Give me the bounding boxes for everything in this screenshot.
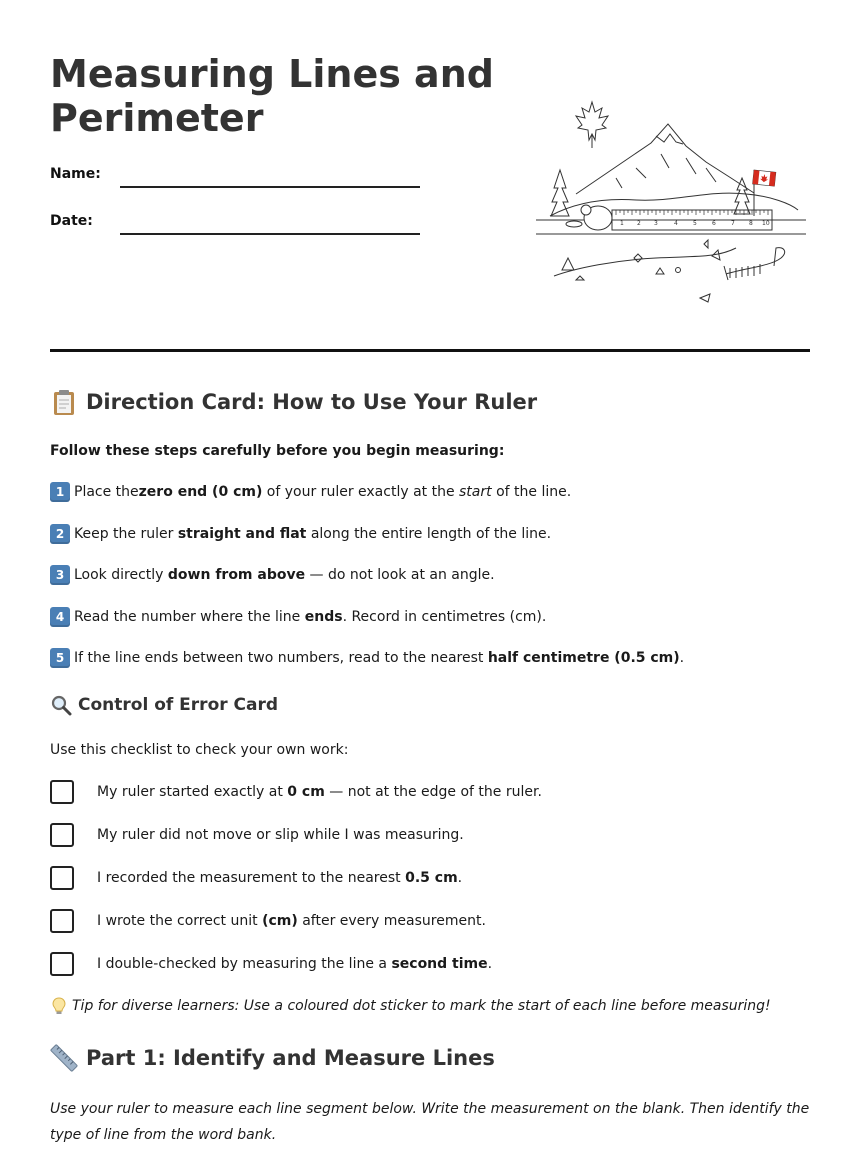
pine-tree-right-icon bbox=[734, 178, 750, 214]
date-label: Date: bbox=[50, 213, 93, 229]
checklist-item[interactable] bbox=[50, 952, 492, 976]
ruler-tick-label: 2 bbox=[637, 220, 641, 227]
title-line-2: Perimeter bbox=[50, 96, 264, 140]
step-text: . Record in centimetres (cm). bbox=[342, 609, 547, 625]
part1-description: Use your ruler to measure each line segment below. Write the measurement on the blank. Then identify the type of line from the word bank. bbox=[50, 1101, 810, 1143]
step-emphasis: half centimetre (0.5 cm) bbox=[487, 650, 680, 666]
step-text: If the line ends between two numbers, read to the nearest bbox=[74, 650, 488, 666]
checklist-text: I double-checked by measuring the line a bbox=[97, 956, 392, 972]
step-emphasis: down from above bbox=[167, 567, 306, 583]
worksheet-page bbox=[50, 0, 810, 1161]
checklist-text: . bbox=[487, 956, 493, 972]
magnifier-icon bbox=[50, 694, 72, 716]
step-text: Read the number where the line bbox=[74, 609, 305, 625]
direction-step bbox=[50, 523, 551, 545]
step-text: Keep the ruler bbox=[74, 526, 178, 542]
ruler-tick-label: 5 bbox=[693, 220, 697, 227]
checkbox[interactable] bbox=[50, 823, 74, 847]
step-text: — do not look at an angle. bbox=[305, 567, 495, 583]
name-field[interactable] bbox=[50, 166, 430, 196]
name-line[interactable] bbox=[120, 186, 420, 188]
control-card-intro: Use this checklist to check your own work: bbox=[50, 742, 349, 758]
checklist-item[interactable] bbox=[50, 909, 486, 933]
ruler-tick-label: 3 bbox=[654, 220, 658, 227]
mountain-icon bbox=[576, 124, 754, 194]
step-number-badge: 2 bbox=[50, 524, 70, 544]
checklist-emphasis: (cm) bbox=[262, 913, 298, 929]
clipboard-icon bbox=[50, 388, 78, 416]
step-text: Look directly bbox=[74, 567, 168, 583]
page-title bbox=[50, 52, 510, 140]
step-number-badge: 5 bbox=[50, 648, 70, 668]
ruler-tick-label: 6 bbox=[712, 220, 716, 227]
direction-step bbox=[50, 481, 571, 503]
lightbulb-icon bbox=[50, 996, 68, 1016]
part1-title: Part 1: Identify and Measure Lines bbox=[86, 1046, 495, 1070]
date-line[interactable] bbox=[120, 233, 420, 235]
learner-tip bbox=[50, 996, 771, 1016]
checklist-item[interactable] bbox=[50, 866, 462, 890]
checklist-item[interactable] bbox=[50, 823, 464, 847]
ruler-icon bbox=[50, 1044, 78, 1072]
step-text: of the line. bbox=[491, 484, 572, 500]
part1-heading bbox=[50, 1044, 495, 1072]
checklist-emphasis: second time bbox=[391, 956, 488, 972]
checkbox[interactable] bbox=[50, 952, 74, 976]
checklist-text: My ruler did not move or slip while I was measuring. bbox=[97, 827, 464, 843]
step-number-badge: 1 bbox=[50, 482, 70, 502]
step-number-badge: 3 bbox=[50, 565, 70, 585]
direction-step bbox=[50, 564, 495, 586]
tip-text: Tip for diverse learners: Use a coloured dot sticker to mark the start of each line before measuring! bbox=[72, 998, 771, 1014]
checkbox[interactable] bbox=[50, 780, 74, 804]
checklist-text: after every measurement. bbox=[297, 913, 486, 929]
checklist-emphasis: 0 cm bbox=[287, 784, 325, 800]
checklist-text: I recorded the measurement to the nearest bbox=[97, 870, 406, 886]
checklist-text: I wrote the correct unit bbox=[97, 913, 263, 929]
step-text: Place the bbox=[74, 484, 139, 500]
canada-measuring-illustration bbox=[536, 98, 806, 310]
maple-leaf-icon bbox=[576, 102, 608, 148]
direction-step bbox=[50, 606, 546, 628]
direction-step bbox=[50, 647, 684, 669]
control-card-heading bbox=[50, 694, 278, 716]
step-number-badge: 4 bbox=[50, 607, 70, 627]
triangle-shape bbox=[562, 258, 574, 270]
direction-card-heading bbox=[50, 388, 537, 416]
date-field[interactable] bbox=[50, 213, 430, 243]
canada-flag-icon bbox=[753, 170, 776, 186]
checklist-text: My ruler started exactly at bbox=[97, 784, 288, 800]
pine-tree-left-icon bbox=[551, 170, 569, 216]
direction-card-intro: Follow these steps carefully before you begin measuring: bbox=[50, 443, 505, 459]
ruler-tick-label: 1 bbox=[620, 220, 624, 227]
direction-card-title: Direction Card: How to Use Your Ruler bbox=[86, 390, 538, 414]
checkbox[interactable] bbox=[50, 866, 74, 890]
checkbox[interactable] bbox=[50, 909, 74, 933]
step-emphasis: straight and flat bbox=[177, 526, 307, 542]
header-divider bbox=[50, 349, 810, 352]
step-emphasis: ends bbox=[304, 609, 343, 625]
name-label: Name: bbox=[50, 166, 101, 182]
step-italic: start bbox=[459, 484, 492, 500]
ruler-tick-label: 4 bbox=[674, 220, 678, 227]
ruler-tick-label: 7 bbox=[731, 220, 735, 227]
ruler-tick-label: 8 bbox=[749, 220, 753, 227]
checklist-item[interactable] bbox=[50, 780, 542, 804]
checklist-text: — not at the edge of the ruler. bbox=[324, 784, 542, 800]
step-text: . bbox=[679, 650, 685, 666]
step-text: along the entire length of the line. bbox=[306, 526, 552, 542]
step-text: of your ruler exactly at the bbox=[262, 484, 460, 500]
control-card-title: Control of Error Card bbox=[78, 695, 279, 715]
step-emphasis: zero end (0 cm) bbox=[138, 484, 263, 500]
checklist-emphasis: 0.5 cm bbox=[405, 870, 458, 886]
title-line-1: Measuring Lines and bbox=[50, 52, 494, 96]
ruler-tick-label: 10 bbox=[762, 220, 770, 227]
checklist-text: . bbox=[457, 870, 463, 886]
